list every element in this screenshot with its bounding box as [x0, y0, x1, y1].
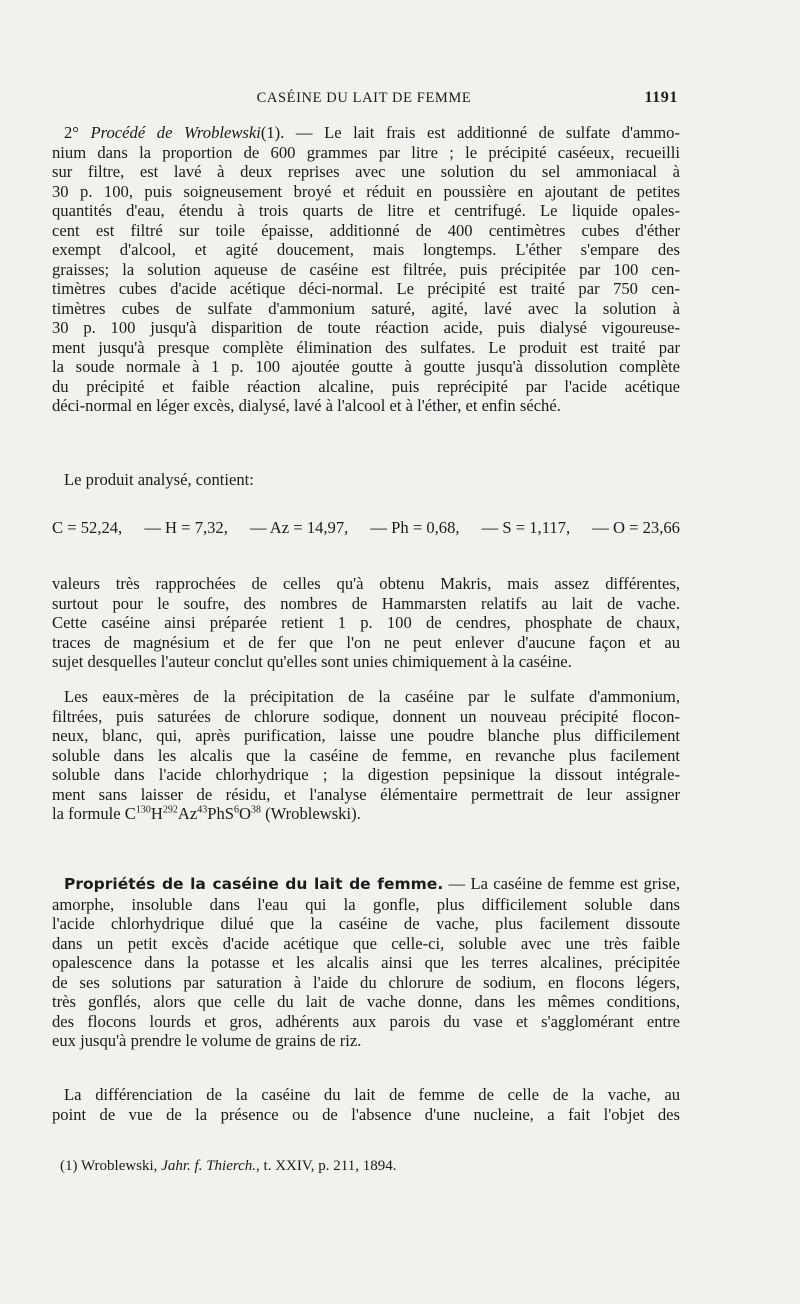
text-line: des flocons lourds et gros, adhérents aux parois du vase et s'agglomérant entre [52, 1011, 680, 1031]
text-line: eux jusqu'à prendre le volume de grains de riz. [52, 1031, 362, 1050]
text-line: déci-normal en léger excès, dialysé, lavé à l'alcool et à l'éther, et enfin séché. [52, 396, 561, 415]
paragraph-valeurs [52, 574, 680, 672]
text-line: opalescence dans la potasse et les alcalis ainsi que les terres alcalines, précipitée [52, 953, 680, 972]
text-line: nium dans la proportion de 600 grammes par litre ; le précipité caséeux, recueilli [52, 142, 680, 162]
text-line: Les eaux-mères de la précipitation de la caséine par le sulfate d'ammonium, [64, 687, 680, 706]
footnote: (1) Wroblewski, Jahr. f. Thierch., t. XXIV, p. 211, 1894. [60, 1158, 397, 1174]
text-line: timètres cubes de sulfate d'ammonium saturé, agité, lavé avec la solution à [52, 298, 680, 318]
formula-term: — Az = 14,97, [249, 518, 349, 537]
text-line: timètres cubes d'acide acétique déci-normal. Le précipité est traité par 750 cen- [52, 279, 680, 298]
text-line: valeurs très rapprochées de celles qu'à obtenu Makris, mais assez différentes, [52, 574, 680, 593]
text-line: La différenciation de la caséine du lait de femme de celle de la vache, au [64, 1085, 680, 1104]
text-line: l'acide chlorhydrique dilué que la caséine de vache, plus facilement dissoute [52, 914, 680, 933]
formula-term: C = 52,24, [52, 518, 123, 537]
text-line: Cette caséine ainsi préparée retient 1 p. 100 de cendres, phosphate de chaux, [52, 613, 680, 632]
text-line: soluble dans les alcalis que la caséine de femme, en revanche plus facilement [52, 745, 680, 765]
paragraph-procede-wroblewski [52, 123, 680, 416]
footnote-ref: (1). [260, 123, 285, 142]
text-line: de ses solutions par saturation à l'aide du chlorure de sodium, en flocons légers, [52, 972, 680, 992]
formula-term: — O = 23,66 [592, 518, 680, 537]
text-line: Propriétés de la caséine du lait de femme. — La caséine de femme est grise, [64, 874, 680, 893]
text-line: dans un petit excès d'acide acétique que celle-ci, soluble avec une très faible [52, 933, 680, 953]
page-number: 1191 [644, 89, 678, 106]
elemental-analysis-formula [52, 518, 680, 538]
header-title: CASÉINE DU LAIT DE FEMME [256, 90, 472, 106]
text-line: cent est filtré sur toile épaisse, additionné de 400 centimètres cubes d'éther [52, 220, 680, 240]
text-line: soluble dans l'acide chlorhydrique ; la digestion pepsinique la dissout intégrale- [52, 765, 680, 784]
section-heading: Propriétés de la caséine du lait de femme. [64, 875, 444, 893]
text-line: sur filtre, est lavé à deux reprises avec une solution du sel ammoniacal à [52, 162, 680, 181]
text-line: point de vue de la présence ou de l'absence d'une nucleine, a fait l'objet des [52, 1104, 680, 1124]
paragraph-proprietes [52, 874, 680, 1051]
text-line: surtout pour le soufre, des nombres de Hammarsten relatifs au lait de vache. [52, 593, 680, 613]
text-line: filtrées, puis saturées de chlorure sodique, donnent un nouveau précipité flocon- [52, 706, 680, 726]
text-line: traces de magnésium et de fer que l'on ne peut enlever d'aucune façon et au [52, 632, 680, 652]
formula-term: — S = 1,117, [481, 518, 571, 537]
text-line: quantités d'eau, étendu à trois quarts de litre et centrifugé. Le liquide opales- [52, 201, 680, 220]
formula-term: — H = 7,32, [144, 518, 228, 537]
text-line: 30 p. 100 jusqu'à disparition de toute réaction acide, puis dialysé vigoureuse- [52, 318, 680, 337]
text-line: exempt d'alcool, et agité doucement, mais longtemps. L'éther s'empare des [52, 240, 680, 259]
text-line: ment sans laisser de résidu, et l'analyse élémentaire permettrait de leur assigner [52, 784, 680, 804]
text-line: 2° Procédé de Wroblewski(1). — Le lait frais est additionné de sulfate d'ammo- [64, 123, 680, 142]
text-line: neux, blanc, qui, après purification, laisse une poudre blanche plus difficilement [52, 726, 680, 745]
paragraph-eaux-meres [52, 687, 680, 824]
section-title: Procédé de Wroblewski [90, 123, 261, 142]
text-line: la soude normale à 1 p. 100 ajoutée goutte à goutte jusqu'à dissolution complète [52, 357, 680, 376]
text-line: du précipité et faible réaction alcaline, puis reprécipité par l'acide acétique [52, 376, 680, 396]
paragraph-differenciation [52, 1085, 680, 1124]
text-line: graisses; la solution aqueuse de caséine est filtrée, puis précipitée par 100 cen- [52, 259, 680, 279]
text-line: 30 p. 100, puis soigneusement broyé et réduit en poussière en ajoutant de petites [52, 181, 680, 201]
chemical-formula-line: la formule $C^{130}H^{292}Az^{43}PhS^6O^{38}$ (Wroblewski). [52, 804, 361, 823]
formula-term: — Ph = 0,68, [370, 518, 460, 537]
section-number: 2° [64, 123, 79, 142]
text-line: amorphe, insoluble dans l'eau qui la gonfle, plus difficilement soluble dans [52, 894, 680, 914]
text-line: sujet desquelles l'auteur conclut qu'elles sont unies chimiquement à la caséine. [52, 652, 572, 671]
analyse-line: Le produit analysé, contient: [64, 470, 254, 489]
text-line: très gonflés, alors que celle du lait de vache donne, dans les mêmes conditions, [52, 992, 680, 1011]
text-line: ment jusqu'à presque complète élimination des sulfates. Le produit est traité par [52, 337, 680, 357]
